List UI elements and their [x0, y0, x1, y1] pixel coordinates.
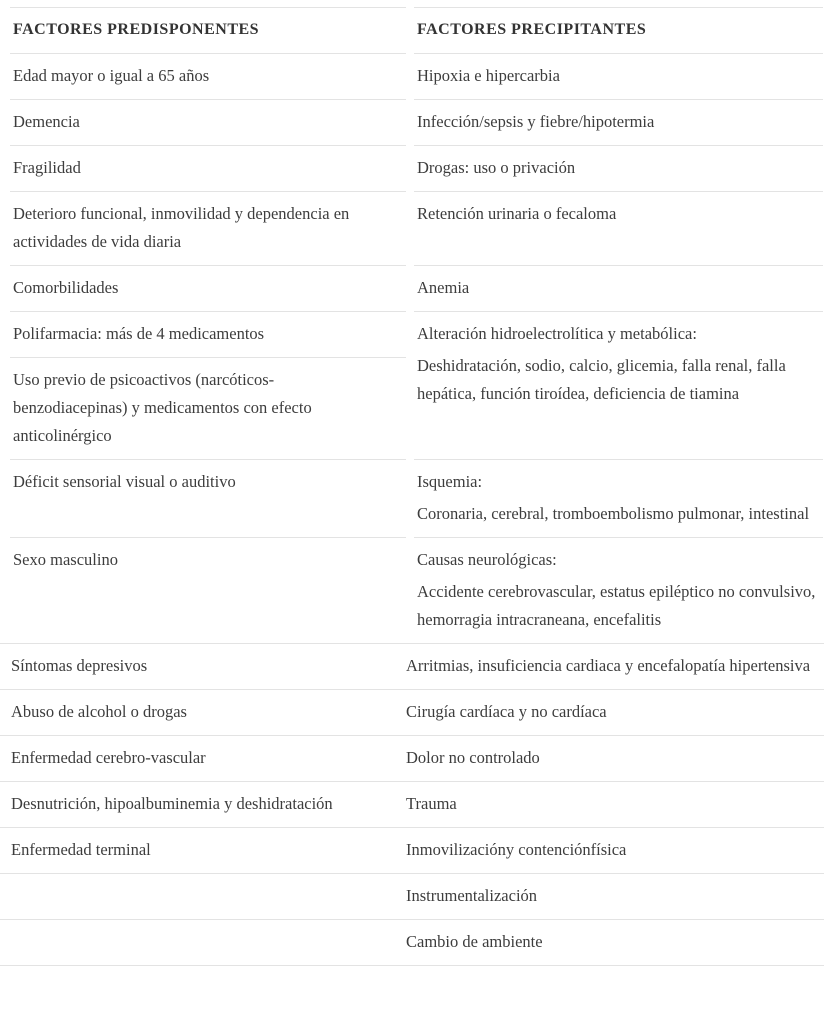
predisposing-cell: Edad mayor o igual a 65 años — [10, 54, 406, 100]
table-row — [10, 312, 823, 358]
table-row — [0, 828, 824, 874]
table-row — [0, 736, 824, 782]
predisposing-cell: Déficit sensorial visual o auditivo — [10, 460, 406, 538]
predisposing-cell-empty — [0, 920, 396, 966]
precipitating-cell: Cirugía cardíaca y no cardíaca — [396, 690, 824, 736]
predisposing-factors-header: FACTORES PREDISPONENTES — [10, 7, 406, 54]
table-row — [10, 266, 823, 312]
precipitating-cell: Arritmias, insuficiencia cardiaca y encefalopatía hipertensiva — [396, 643, 824, 690]
precipitating-factors-header: FACTORES PRECIPITANTES — [414, 7, 823, 54]
precipitating-cell — [414, 460, 823, 538]
predisposing-cell: Fragilidad — [10, 146, 406, 192]
table-row — [10, 192, 823, 266]
predisposing-cell: Polifarmacia: más de 4 medicamentos — [10, 312, 406, 358]
precipitating-cell: Hipoxia e hipercarbia — [414, 54, 823, 100]
predisposing-cell: Enfermedad cerebro-vascular — [0, 736, 396, 782]
cell-paragraph: Alteración hidroelectrolítica y metabólica: — [417, 324, 697, 343]
predisposing-cell: Comorbilidades — [10, 266, 406, 312]
table-row — [0, 643, 824, 690]
predisposing-cell: Síntomas depresivos — [0, 643, 396, 690]
predisposing-cell: Deterioro funcional, inmovilidad y dependencia en actividades de vida diaria — [10, 192, 406, 266]
table-row — [10, 100, 823, 146]
predisposing-cell: Abuso de alcohol o drogas — [0, 690, 396, 736]
precipitating-cell: Drogas: uso o privación — [414, 146, 823, 192]
predisposing-cell: Sexo masculino — [13, 550, 118, 569]
precipitating-cell: Instrumentalización — [396, 874, 824, 920]
cell-paragraph: Deshidratación, sodio, calcio, glicemia, falla renal, falla hepática, función tiroídea, deficiencia de tiamina — [417, 356, 786, 403]
table-row — [10, 538, 823, 643]
table-row — [0, 920, 824, 966]
precipitating-cell — [414, 538, 823, 643]
precipitating-cell: Infección/sepsis y fiebre/hipotermia — [414, 100, 823, 146]
table-row — [0, 782, 824, 828]
table-row — [10, 54, 823, 100]
predisposing-cell: Uso previo de psicoactivos (narcóticos-benzodiacepinas) y medicamentos con efecto anticolinérgico — [10, 358, 406, 460]
predisposing-cell: Enfermedad terminal — [0, 828, 396, 874]
precipitating-cell: Cambio de ambiente — [396, 920, 824, 966]
cell-paragraph: Coronaria, cerebral, tromboembolismo pulmonar, intestinal — [417, 504, 810, 523]
table-header-row — [10, 7, 823, 54]
delirium-factors-table-bottom — [0, 643, 824, 966]
delirium-factors-table-top — [2, 7, 824, 643]
table-row — [10, 146, 823, 192]
predisposing-cell-empty — [0, 874, 396, 920]
precipitating-cell: Trauma — [396, 782, 824, 828]
table-row — [10, 460, 823, 538]
predisposing-cell: Desnutrición, hipoalbuminemia y deshidratación — [0, 782, 396, 828]
table-row — [0, 874, 824, 920]
predisposing-cell: Demencia — [10, 100, 406, 146]
precipitating-cell: Anemia — [414, 266, 823, 312]
precipitating-cell — [414, 312, 823, 460]
precipitating-cell: Dolor no controlado — [396, 736, 824, 782]
precipitating-cell: Inmovilizacióny contenciónfísica — [396, 828, 824, 874]
table-row — [0, 690, 824, 736]
cell-paragraph: Accidente cerebrovascular, estatus epiléptico no convulsivo, hemorragia intracraneana, encefalitis — [417, 582, 816, 629]
cell-paragraph: Causas neurológicas: — [417, 550, 557, 569]
cell-paragraph: Isquemia: — [417, 472, 483, 491]
precipitating-cell: Retención urinaria o fecaloma — [414, 192, 823, 266]
